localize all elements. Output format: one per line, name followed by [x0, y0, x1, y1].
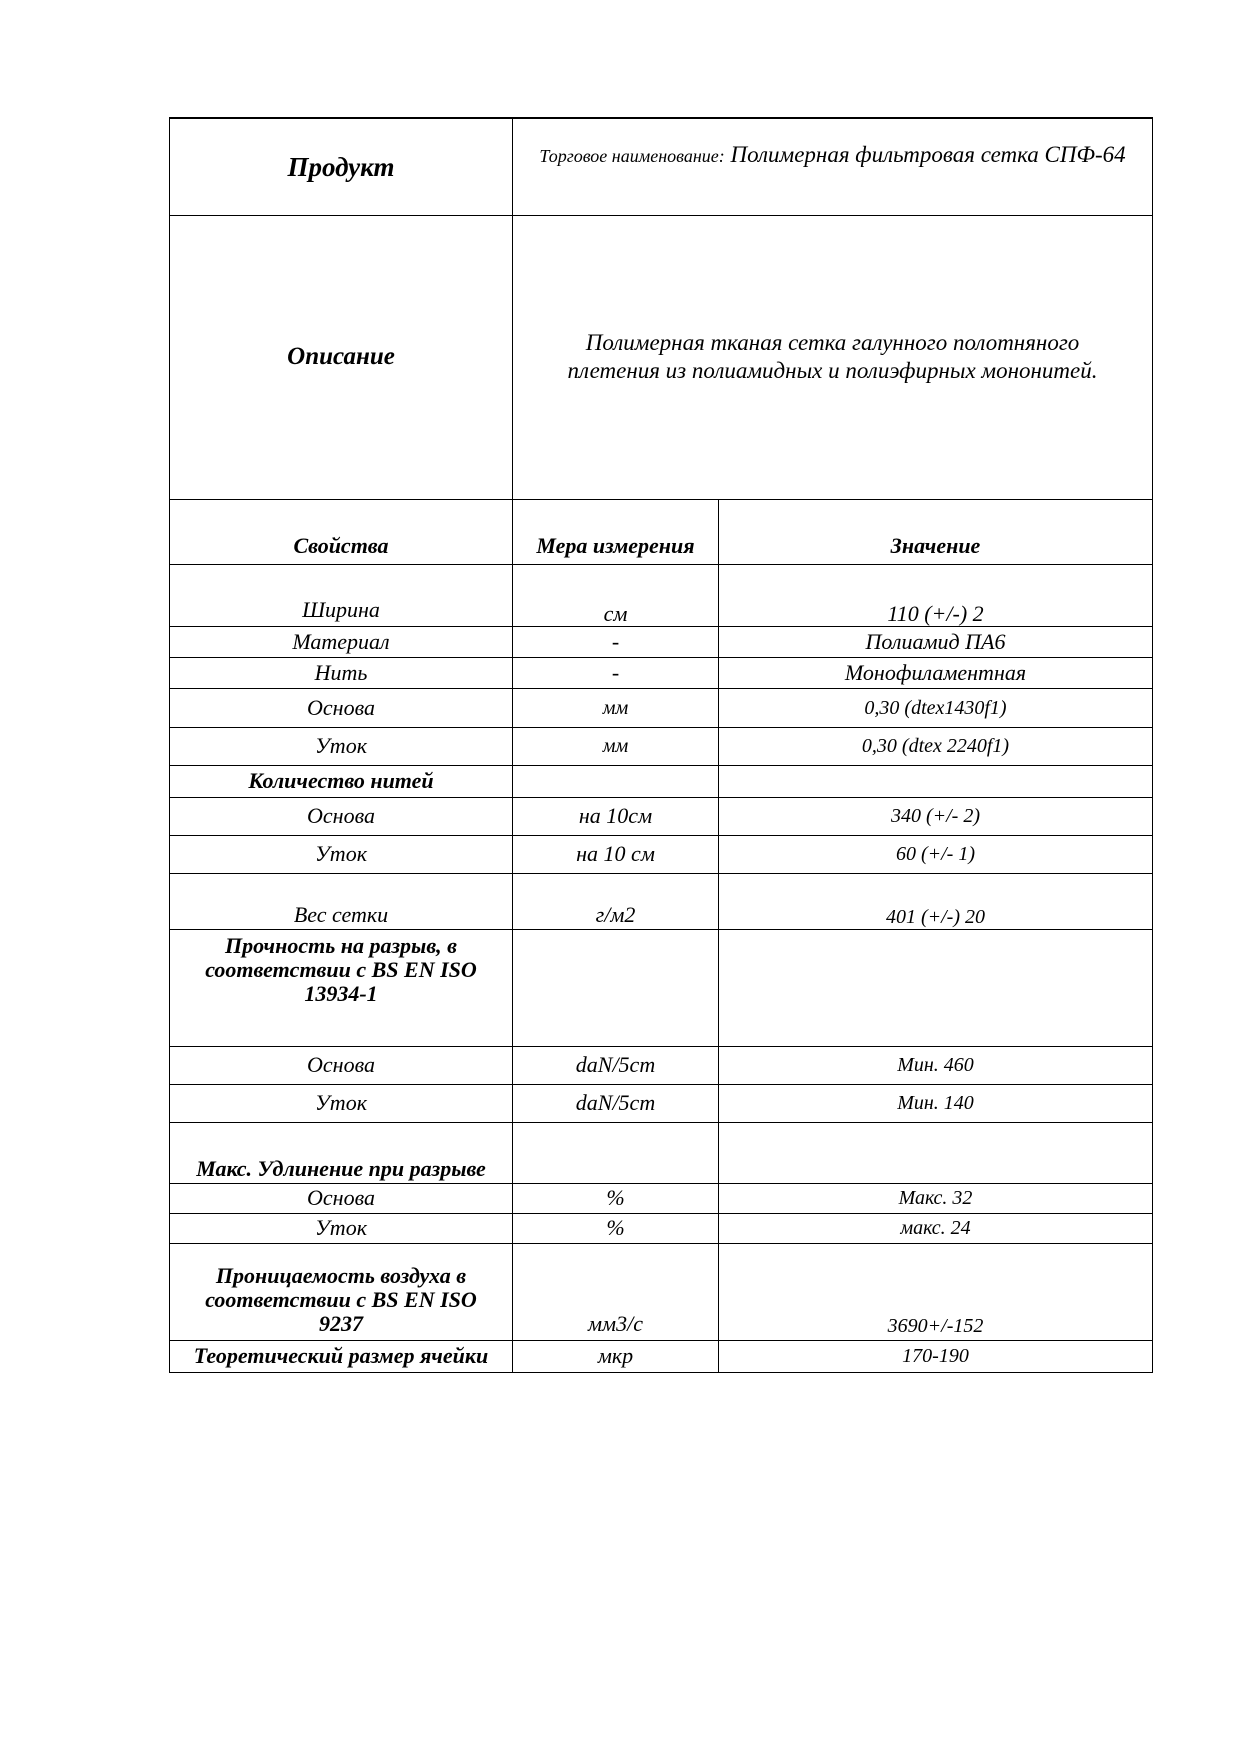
- row-property: Материал: [170, 626, 513, 657]
- row-value: Макс. 32: [719, 1183, 1153, 1213]
- table-row: [170, 727, 1153, 765]
- row-value: 3690+/-152: [719, 1243, 1153, 1340]
- table-row: [170, 1084, 1153, 1122]
- row-property: Уток: [170, 1084, 513, 1122]
- section-title: Количество нитей: [170, 765, 513, 797]
- row-value: Монофиламентная: [719, 657, 1153, 688]
- row-value: Мин. 460: [719, 1046, 1153, 1084]
- row-unit: -: [513, 626, 719, 657]
- trade-name-cell: [513, 118, 1153, 215]
- header-row: [170, 499, 1153, 564]
- table-row: [170, 626, 1153, 657]
- description-row: [170, 215, 1153, 499]
- row-value: 60 (+/- 1): [719, 835, 1153, 873]
- row-property: Основа: [170, 688, 513, 727]
- row-unit: на 10см: [513, 797, 719, 835]
- row-unit: мм: [513, 688, 719, 727]
- row-unit: [513, 1122, 719, 1183]
- row-value: [719, 929, 1153, 1046]
- product-label: Продукт: [170, 118, 513, 215]
- trade-name-label: Торговое наименование:: [539, 146, 725, 166]
- table-row: [170, 873, 1153, 929]
- row-unit: мкр: [513, 1340, 719, 1372]
- row-property: Основа: [170, 1183, 513, 1213]
- row-unit: г/м2: [513, 873, 719, 929]
- row-value: Полиамид ПА6: [719, 626, 1153, 657]
- row-unit: [513, 765, 719, 797]
- section-row: [170, 1340, 1153, 1372]
- section-row: [170, 765, 1153, 797]
- row-value: 401 (+/-) 20: [719, 873, 1153, 929]
- row-value: макс. 24: [719, 1213, 1153, 1243]
- header-unit: Мера измерения: [513, 499, 719, 564]
- table-row: [170, 688, 1153, 727]
- row-property: Ширина: [170, 564, 513, 626]
- row-value: [719, 1122, 1153, 1183]
- row-unit: %: [513, 1213, 719, 1243]
- row-property: Нить: [170, 657, 513, 688]
- section-row: [170, 1243, 1153, 1340]
- section-title: Макс. Удлинение при разрыве: [170, 1122, 513, 1183]
- row-property: Основа: [170, 1046, 513, 1084]
- table-row: [170, 1213, 1153, 1243]
- description-label: Описание: [170, 215, 513, 499]
- table-row: [170, 797, 1153, 835]
- section-title: Прочность на разрыв, в соответствии с BS EN ISO 13934-1: [170, 929, 513, 1046]
- row-value: 170-190: [719, 1340, 1153, 1372]
- row-unit: мм: [513, 727, 719, 765]
- section-title: Проницаемость воздуха в соответствии с BS EN ISO 9237: [170, 1243, 513, 1340]
- product-row: [170, 118, 1153, 215]
- row-unit: на 10 см: [513, 835, 719, 873]
- table-row: [170, 1183, 1153, 1213]
- table-row: [170, 657, 1153, 688]
- section-row: [170, 1122, 1153, 1183]
- row-unit: мм3/с: [513, 1243, 719, 1340]
- row-unit: см: [513, 564, 719, 626]
- row-unit: %: [513, 1183, 719, 1213]
- row-property: Уток: [170, 1213, 513, 1243]
- row-value: 340 (+/- 2): [719, 797, 1153, 835]
- table-row: [170, 1046, 1153, 1084]
- spec-table: [169, 117, 1153, 1373]
- header-properties: Свойства: [170, 499, 513, 564]
- description-text: Полимерная тканая сетка галунного полотняного плетения из полиамидных и полиэфирных мононитей.: [513, 215, 1153, 499]
- row-unit: daN/5cm: [513, 1084, 719, 1122]
- row-value: 0,30 (dtex1430f1): [719, 688, 1153, 727]
- table-row: [170, 835, 1153, 873]
- row-property: Уток: [170, 835, 513, 873]
- row-value: [719, 765, 1153, 797]
- trade-name-value: Полимерная фильтровая сетка СПФ-64: [730, 142, 1126, 167]
- row-unit: [513, 929, 719, 1046]
- row-property: Основа: [170, 797, 513, 835]
- section-title: Теоретический размер ячейки: [170, 1340, 513, 1372]
- row-property: Уток: [170, 727, 513, 765]
- row-value: 0,30 (dtex 2240f1): [719, 727, 1153, 765]
- row-unit: -: [513, 657, 719, 688]
- section-row: [170, 929, 1153, 1046]
- row-property: Вес сетки: [170, 873, 513, 929]
- row-unit: daN/5cm: [513, 1046, 719, 1084]
- header-value: Значение: [719, 499, 1153, 564]
- table-row: [170, 564, 1153, 626]
- row-value: Мин. 140: [719, 1084, 1153, 1122]
- row-value: 110 (+/-) 2: [719, 564, 1153, 626]
